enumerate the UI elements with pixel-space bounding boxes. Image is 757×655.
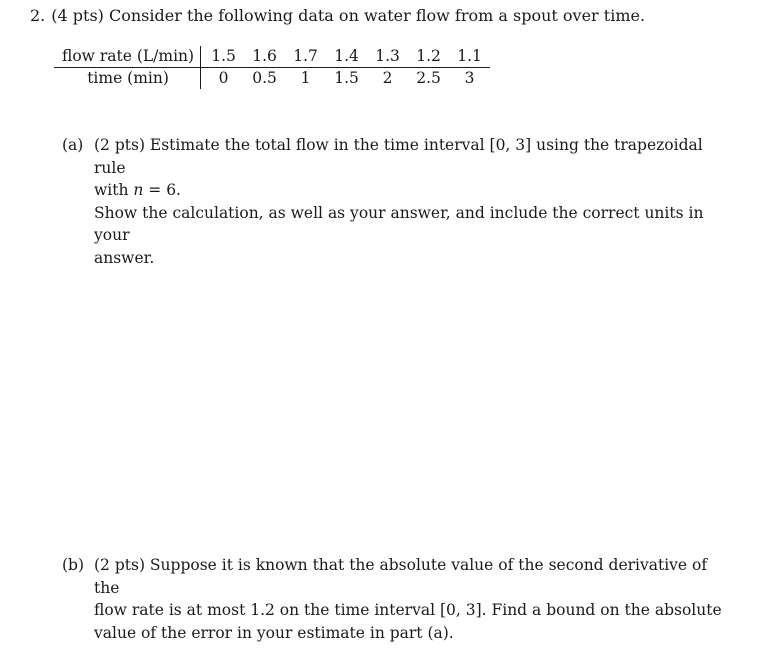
part-a-line-1: (2 pts) Estimate the total flow in the time interval [0, 3] using the trapezoidal rule xyxy=(94,136,703,177)
part-a-tag: (a) xyxy=(62,136,84,154)
table-cell: 2 xyxy=(382,69,393,87)
table-cell: 0.5 xyxy=(252,69,277,87)
table-cell: 2.5 xyxy=(416,69,441,87)
part-b-body xyxy=(94,554,732,644)
part-a xyxy=(62,134,732,269)
part-b-tag: (b) xyxy=(62,556,85,574)
row-label-flow-rate: flow rate (L/min) xyxy=(54,46,201,68)
part-b-line-2: flow rate is at most 1.2 on the time interval [0, 3]. Find a bound on the absolute xyxy=(94,601,722,619)
part-b-line-3: value of the error in your estimate in part (a). xyxy=(94,623,454,642)
table-cell: 1 xyxy=(300,69,311,87)
table-cell: 1.7 xyxy=(285,46,326,68)
table-cell: 1.1 xyxy=(449,46,490,68)
part-a-line-3: Show the calculation, as well as your answer, and include the correct units in your xyxy=(94,203,704,244)
part-b-line-1: (2 pts) Suppose it is known that the absolute value of the second derivative of the xyxy=(94,556,708,597)
part-a-body xyxy=(94,134,732,269)
table-cell: 1.5 xyxy=(201,46,245,68)
table-cell: 1.3 xyxy=(367,46,408,68)
part-b xyxy=(62,554,732,644)
part-a-line-2 xyxy=(94,179,732,202)
problem-statement: (4 pts) Consider the following data on water flow from a spout over time. xyxy=(51,6,646,25)
table-cell: 1.6 xyxy=(244,46,285,68)
data-table xyxy=(54,46,490,89)
table-cell: 1.5 xyxy=(334,69,359,87)
table-cell: 3 xyxy=(464,69,475,87)
problem-header xyxy=(30,6,645,25)
part-a-with: with xyxy=(94,181,134,199)
table-cell: 1.4 xyxy=(326,46,367,68)
row-label-time: time (min) xyxy=(54,68,201,90)
problem-number: 2. xyxy=(30,6,46,25)
part-a-line-4: answer. xyxy=(94,248,155,267)
table-cell: 1.2 xyxy=(408,46,449,68)
table-cell: 0 xyxy=(218,69,229,87)
part-a-n-value: = 6. xyxy=(143,181,181,199)
variable-n: n xyxy=(133,181,144,199)
table-row-time xyxy=(54,68,490,90)
table-row-flow-rate xyxy=(54,46,490,68)
